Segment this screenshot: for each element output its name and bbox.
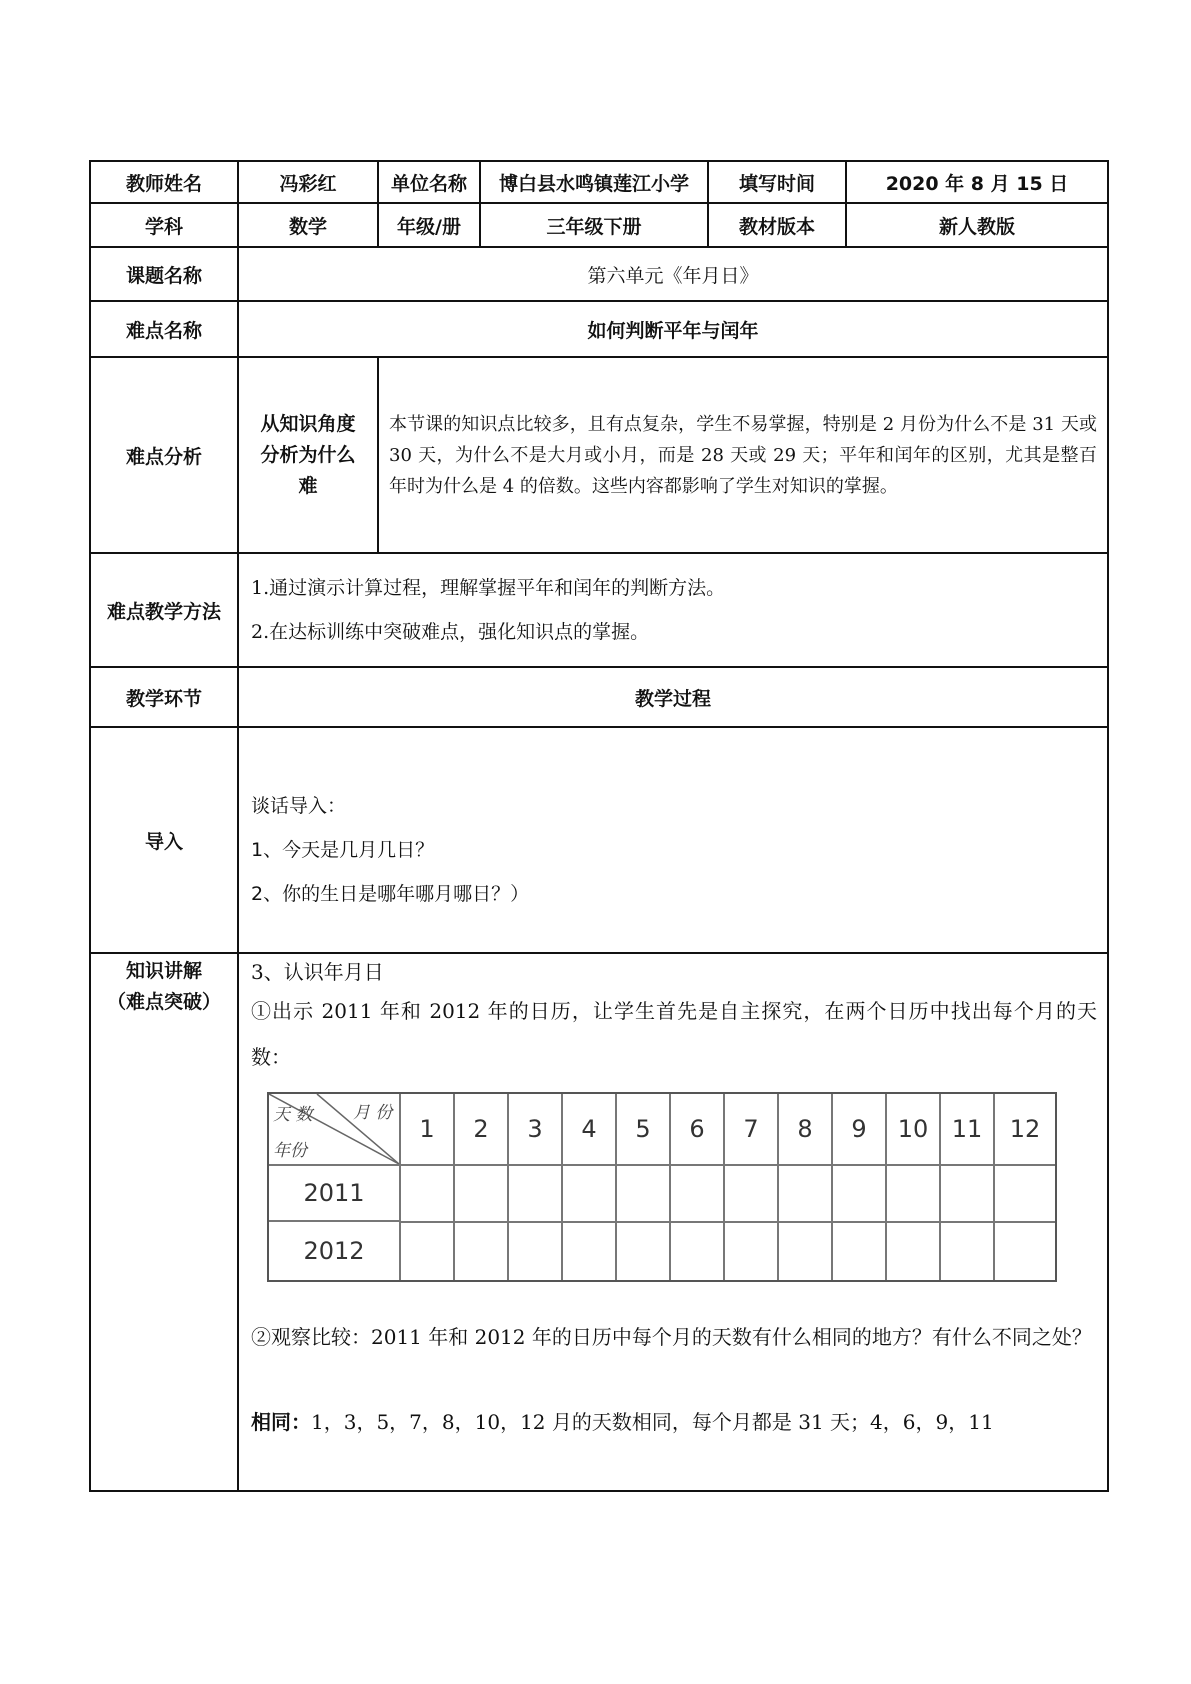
grade-label: 年级/册 <box>379 204 481 246</box>
intro-row <box>91 728 1107 954</box>
analysis-sub-label <box>239 358 379 552</box>
knowledge-row <box>91 954 1107 1490</box>
calendar-table <box>267 1092 1057 1282</box>
header-row-1 <box>91 162 1107 204</box>
same-text: 1，3，5，7，8，10，12 月的天数相同，每个月都是 31 天；4，6，9，11 <box>311 1410 994 1434</box>
subject-value: 数学 <box>239 204 379 246</box>
date-label: 填写时间 <box>709 162 847 202</box>
method-item-1: 1.通过演示计算过程，理解掌握平年和闰年的判断方法。 <box>251 577 726 599</box>
month-11: 11 <box>941 1094 995 1166</box>
month-8: 8 <box>779 1094 833 1166</box>
month-7: 7 <box>725 1094 779 1166</box>
method-label: 难点教学方法 <box>91 554 239 666</box>
intro-line-1: 谈话导入： <box>251 795 347 817</box>
analysis-text-cell <box>379 358 1107 552</box>
difficulty-label: 难点名称 <box>91 302 239 356</box>
corner-year: 年份 <box>273 1141 307 1161</box>
calendar-corner <box>269 1094 401 1166</box>
month-4: 4 <box>563 1094 617 1166</box>
same-label: 相同： <box>251 1410 311 1434</box>
subject-label: 学科 <box>91 204 239 246</box>
year-2012: 2012 <box>269 1222 401 1280</box>
topic-row <box>91 248 1107 302</box>
intro-content <box>239 728 1107 952</box>
knowledge-label <box>91 954 239 1490</box>
analysis-text: 本节课的知识点比较多，且有点复杂，学生不易掌握，特别是 2 月份为什么不是 31 天或 30 天，为什么不是大月或小月，而是 28 天或 29 天；平年和闰年的区别，尤其是整百年时为什么是 4 的倍数。这些内容都影响了学生对知识的掌握。 <box>389 413 1097 497</box>
month-9: 9 <box>833 1094 887 1166</box>
month-3: 3 <box>509 1094 563 1166</box>
method-content <box>239 554 1107 666</box>
grade-value: 三年级下册 <box>481 204 709 246</box>
corner-days: 天 数 <box>273 1105 313 1125</box>
teacher-name: 冯彩红 <box>239 162 379 202</box>
month-6: 6 <box>671 1094 725 1166</box>
edition-label: 教材版本 <box>709 204 847 246</box>
month-1: 1 <box>401 1094 455 1166</box>
method-row <box>91 554 1107 668</box>
header-row-2 <box>91 204 1107 248</box>
analysis-label: 难点分析 <box>91 358 239 552</box>
fill-date: 2020 年 8 月 15 日 <box>885 172 1069 195</box>
knowledge-line-2: ①出示 2011 年和 2012 年的日历，让学生首先是自主探究，在两个日历中找出每个月的天数： <box>251 999 1097 1069</box>
lesson-plan-table <box>89 160 1109 1492</box>
teacher-label: 教师姓名 <box>91 162 239 202</box>
month-12: 12 <box>995 1094 1055 1166</box>
process-step-label: 教学环节 <box>91 668 239 726</box>
month-2: 2 <box>455 1094 509 1166</box>
month-10: 10 <box>887 1094 941 1166</box>
knowledge-line-3: ②观察比较：2011 年和 2012 年的日历中每个月的天数有什么相同的地方？有什么不同之处？ <box>251 1325 1092 1349</box>
edition-value: 新人教版 <box>938 215 1015 238</box>
knowledge-content <box>239 954 1107 1490</box>
knowledge-same-line <box>251 1406 1101 1439</box>
knowledge-line-1: 3、认识年月日 <box>251 960 384 984</box>
knowledge-label-line-1: 知识讲解 <box>125 960 202 982</box>
intro-label: 导入 <box>91 728 239 952</box>
unit-label: 单位名称 <box>379 162 481 202</box>
unit-name: 博白县水鸣镇莲江小学 <box>481 162 709 202</box>
analysis-sub-label-text: 从知识角度分析为什么难 <box>260 412 356 497</box>
intro-line-2: 1、今天是几月几日？ <box>251 839 435 861</box>
knowledge-label-line-2: （难点突破） <box>106 991 221 1013</box>
month-5: 5 <box>617 1094 671 1166</box>
calendar-grid <box>401 1166 1055 1280</box>
analysis-row <box>91 358 1107 554</box>
topic-label: 课题名称 <box>91 248 239 300</box>
method-item-2: 2.在达标训练中突破难点，强化知识点的掌握。 <box>251 621 650 643</box>
topic-value: 第六单元《年月日》 <box>587 264 759 287</box>
corner-month: 月 份 <box>353 1103 393 1123</box>
year-2011: 2011 <box>269 1166 401 1222</box>
difficulty-row <box>91 302 1107 358</box>
process-label: 教学过程 <box>634 687 711 710</box>
difficulty-value: 如何判断平年与闰年 <box>587 319 759 342</box>
process-header-row <box>91 668 1107 728</box>
intro-line-3: 2、你的生日是哪年哪月哪日？） <box>251 883 530 905</box>
